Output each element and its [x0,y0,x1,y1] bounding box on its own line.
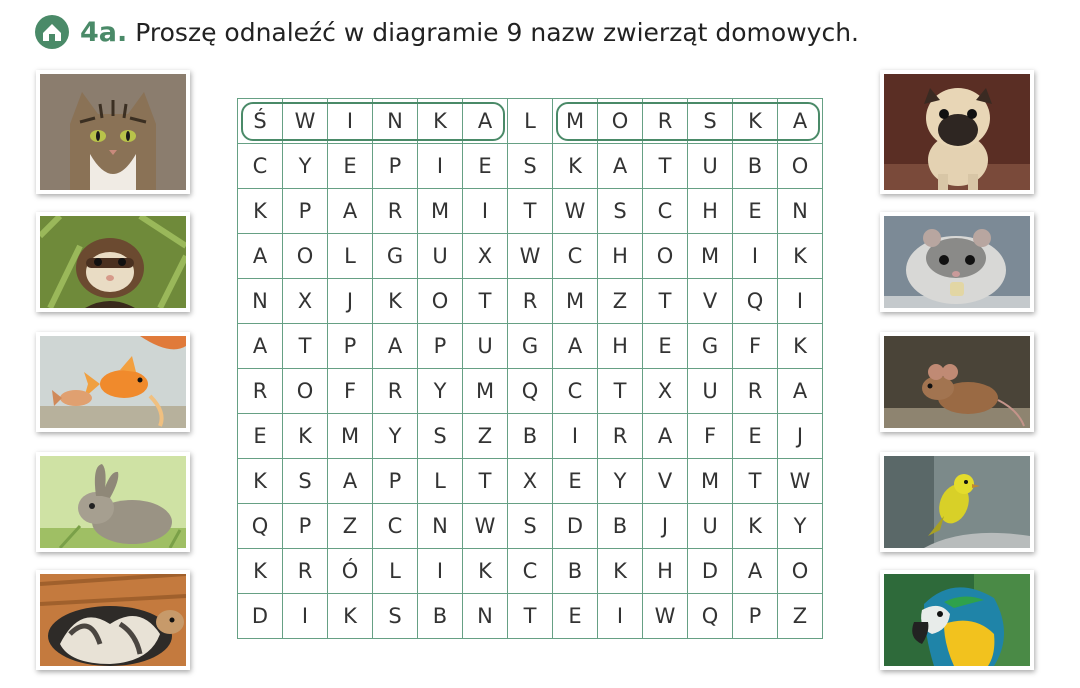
grid-cell: L [418,459,463,504]
grid-cell: P [733,594,778,639]
grid-cell: W [778,459,823,504]
grid-cell: K [463,549,508,594]
grid-cell: K [733,99,778,144]
grid-cell: R [373,189,418,234]
grid-cell: L [508,99,553,144]
grid-cell: X [643,369,688,414]
grid-cell: O [643,234,688,279]
grid-cell: Z [778,594,823,639]
grid-cell: G [688,324,733,369]
grid-cell: X [283,279,328,324]
grid-cell: U [463,324,508,369]
grid-cell: K [283,414,328,459]
grid-cell: T [643,144,688,189]
grid-cell: T [508,594,553,639]
grid-cell: Q [733,279,778,324]
grid-cell: Y [373,414,418,459]
grid-cell: J [328,279,373,324]
grid-cell: I [283,594,328,639]
grid-cell: N [418,504,463,549]
grid-cell: B [733,144,778,189]
ferret-photo [36,212,190,312]
grid-cell: K [373,279,418,324]
grid-cell: N [463,594,508,639]
grid-cell: M [688,234,733,279]
grid-cell: A [553,324,598,369]
mouse-icon [884,336,1030,428]
grid-cell: A [463,99,508,144]
grid-cell: W [463,504,508,549]
grid-cell: Y [283,144,328,189]
grid-cell: T [463,459,508,504]
grid-cell: S [688,99,733,144]
grid-cell: C [553,234,598,279]
grid-cell: D [238,594,283,639]
grid-cell: S [508,144,553,189]
grid-cell: T [598,369,643,414]
parrot-photo [880,570,1034,670]
grid-cell: W [508,234,553,279]
grid-cell: J [778,414,823,459]
grid-cell: R [238,369,283,414]
grid-cell: W [553,189,598,234]
grid-cell: L [373,549,418,594]
grid-cell: T [643,279,688,324]
grid-cell: R [283,549,328,594]
grid-cell: S [418,414,463,459]
grid-cell: N [373,99,418,144]
grid-cell: M [553,279,598,324]
grid-cell: M [688,459,733,504]
home-icon [34,14,70,50]
rabbit-icon [40,456,186,548]
grid-cell: K [238,459,283,504]
grid-cell: R [508,279,553,324]
grid-cell: F [733,324,778,369]
hamster-icon [884,216,1030,308]
grid-cell: S [508,504,553,549]
grid-cell: B [508,414,553,459]
grid-cell: N [778,189,823,234]
grid-cell: W [283,99,328,144]
grid-cell: A [328,459,373,504]
grid-cell: E [463,144,508,189]
grid-cell: R [373,369,418,414]
hamster-photo [880,212,1034,312]
grid-cell: O [283,369,328,414]
grid-cell: A [733,549,778,594]
grid-cell: I [418,144,463,189]
grid-cell: W [643,594,688,639]
grid-cell: E [733,189,778,234]
grid-cell: S [598,189,643,234]
grid-cell: E [643,324,688,369]
exercise-header [34,14,859,50]
grid-cell: K [733,504,778,549]
grid-cell: B [418,594,463,639]
grid-cell: I [778,279,823,324]
grid-cell: E [733,414,778,459]
guinea-pig-photo [36,570,190,670]
word-search-grid [237,98,823,639]
grid-cell: K [598,549,643,594]
grid-cell: S [373,594,418,639]
grid-cell: Z [328,504,373,549]
grid-cell: I [418,549,463,594]
grid-cell: O [778,549,823,594]
grid-cell: C [553,369,598,414]
grid-cell: C [643,189,688,234]
grid-cell: B [553,549,598,594]
grid-cell: M [553,99,598,144]
grid-cell: X [463,234,508,279]
grid-cell: K [328,594,373,639]
grid-cell: O [778,144,823,189]
exercise-instruction: Proszę odnaleźć w diagramie 9 nazw zwierząt domowych. [135,17,859,47]
grid-cell: P [283,189,328,234]
grid-cell: Y [418,369,463,414]
grid-cell: J [643,504,688,549]
grid-cell: O [418,279,463,324]
grid-cell: H [598,324,643,369]
grid-cell: K [778,234,823,279]
goldfish-photo [36,332,190,432]
grid-cell: Ś [238,99,283,144]
grid-cell: F [328,369,373,414]
grid-cell: G [508,324,553,369]
grid-cell: E [553,459,598,504]
grid-cell: P [373,144,418,189]
grid-cell: H [598,234,643,279]
grid-cell: K [238,549,283,594]
grid-cell: K [238,189,283,234]
guinea-pig-icon [40,574,186,666]
grid-cell: P [418,324,463,369]
grid-cell: T [733,459,778,504]
grid-cell: M [418,189,463,234]
grid-cell: Q [688,594,733,639]
grid-cell: Q [238,504,283,549]
grid-cell: K [778,324,823,369]
grid-cell: A [238,324,283,369]
grid-cell: U [688,504,733,549]
grid-cell: Y [598,459,643,504]
grid-cell: F [688,414,733,459]
grid-cell: O [598,99,643,144]
grid-cell: I [553,414,598,459]
grid-cell: M [328,414,373,459]
grid-cell: T [463,279,508,324]
grid-cell: N [238,279,283,324]
grid-cell: B [598,504,643,549]
grid-cell: K [418,99,463,144]
grid-cell: I [328,99,373,144]
grid-cell: Q [508,369,553,414]
grid-cell: G [373,234,418,279]
grid-cell: D [553,504,598,549]
grid-cell: A [778,369,823,414]
grid-cell: U [688,369,733,414]
ferret-icon [40,216,186,308]
grid-cell: P [283,504,328,549]
grid-cell: D [688,549,733,594]
grid-cell: A [778,99,823,144]
grid-cell: S [283,459,328,504]
grid-cell: T [283,324,328,369]
parrot-icon [884,574,1030,666]
grid-cell: C [508,549,553,594]
goldfish-icon [40,336,186,428]
grid-cell: E [328,144,373,189]
canary-icon [884,456,1030,548]
grid-cell: L [328,234,373,279]
grid-cell: H [688,189,733,234]
grid-cell: P [328,324,373,369]
grid-cell: A [373,324,418,369]
rabbit-photo [36,452,190,552]
mouse-photo [880,332,1034,432]
grid-cell: P [373,459,418,504]
grid-cell: I [733,234,778,279]
exercise-number: 4a. [80,16,128,48]
grid-cell: A [238,234,283,279]
pug-photo [880,70,1034,194]
grid-cell: R [598,414,643,459]
grid-cell: C [373,504,418,549]
grid-cell: R [643,99,688,144]
grid-cell: K [553,144,598,189]
canary-photo [880,452,1034,552]
grid-cell: E [238,414,283,459]
grid-cell: V [643,459,688,504]
grid-cell: A [598,144,643,189]
grid-cell: U [418,234,463,279]
grid-cell: Z [463,414,508,459]
grid-cell: A [328,189,373,234]
grid-cell: Ó [328,549,373,594]
grid-cell: U [688,144,733,189]
grid-cell: X [508,459,553,504]
grid-cell: C [238,144,283,189]
cat-icon [40,74,186,190]
grid-cell: E [553,594,598,639]
grid-cell: I [463,189,508,234]
grid-cell: M [463,369,508,414]
grid-cell: I [598,594,643,639]
grid-cell: T [508,189,553,234]
grid-cell: Y [778,504,823,549]
dog-icon [884,74,1030,190]
grid-cell: R [733,369,778,414]
grid-cell: O [283,234,328,279]
grid-cell: H [643,549,688,594]
grid-cell: A [643,414,688,459]
cat-photo [36,70,190,194]
grid-cell: Z [598,279,643,324]
grid-cell: V [688,279,733,324]
